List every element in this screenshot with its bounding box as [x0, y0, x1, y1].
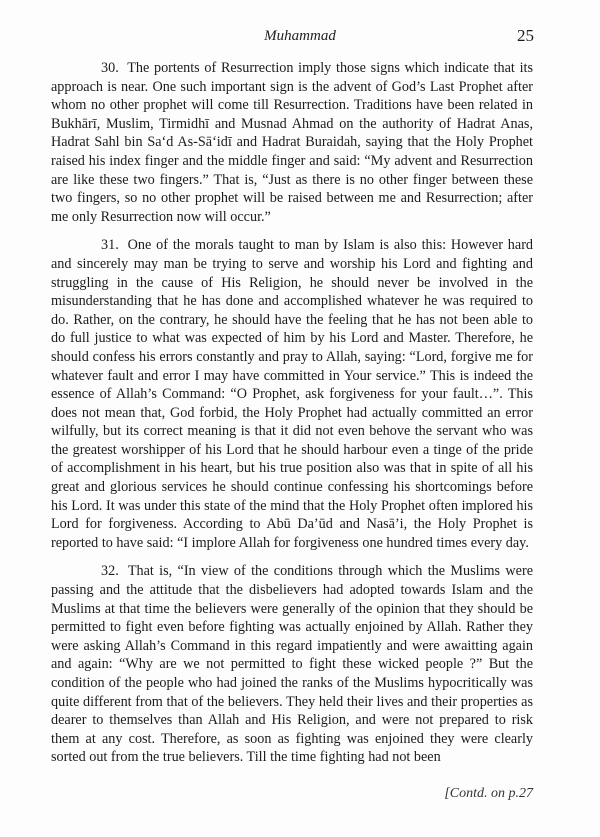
body-text [51, 59, 533, 777]
running-head [0, 26, 600, 50]
paragraph-number: 31. [101, 237, 119, 254]
paragraph-text: The portents of Resurrection imply those signs which indicate that its approach is near. One such important sign is the advent of God’s Last Prophet after whom no other prophet will come till Resurrection. Traditions have been related in Bukhārī, Muslim, Tirmidhī and Musnad Ahmad on the authority of Hadrat Anas, Hadrat Sahl bin Sa‘d As-Sā‘idī and Hadrat Buraidah, saying that the Holy Prophet raised his index finger and the middle finger and said: “My advent and Resurrection are like these two fingers.” That is, “Just as there is no other finger between these two fingers, so no other prophet will be raised between me and Resurrection; after me only Resurrection now will occur.” [51, 60, 533, 225]
paragraph-text: One of the morals taught to man by Islam is also this: However hard and sincerely may man be trying to serve and worship his Lord and fighting and struggling in the cause of His Religion, he should never be involved in the misunderstanding that he has done and accomplished whatever he was required to do. Rather, on the contrary, he should have the feeling that he has not been able to do full justice to what was expected of him by his Lord and Master. Therefore, he should confess his errors constantly and pray to Allah, saying: “Lord, forgive me for whatever fault and error I may have committed in Your service.” This is indeed the essence of Allah’s Command: “O Prophet, ask forgiveness for your fault…”. This does not mean that, God forbid, the Holy Prophet had actually committed an error wilfully, but its correct meaning is that it did not even behove the servant who was the greatest worshipper of his Lord that he should harbour even a tinge of the pride of accomplishment in his heart, but his true position also was that in spite of all his great and glorious services he should continue confessing his shortcomings before his Lord. It was under this state of the mind that the Holy Prophet often implored his Lord for forgiveness. According to Abū Da’ūd and Nasā’i, the Holy Prophet is reported to have said: “I implore Allah for forgiveness one hundred times every day. [51, 237, 534, 551]
paragraph-number: 30. [101, 60, 119, 76]
paragraph-text: That is, “In view of the conditions through which the Muslims were passing and the attitude that the disbelievers had adopted towards Islam and the Muslims at that time the believers were generally of the opinion that they should be permitted to fight even before fighting was actually enjoined by Allah. Rather they were asking Allah’s Command in this regard impatiently and were awaitting again and again: “Why are we not permitted to fight these wicked people ?” But the condition of the people who had joined the ranks of the Muslims hypocritically was quite different from that of the believers. They held their lives and their properties as dearer to themselves than Allah and His Religion, and were not prepared to risk them at any cost. Therefore, as soon as fighting was enjoined they were clearly sorted out from the true believers. Till the time fighting had not been [51, 563, 533, 766]
continued-note: [Contd. on p.27 [444, 786, 533, 801]
paragraph-30 [51, 59, 533, 226]
paragraph-number: 32. [101, 563, 119, 580]
paragraph-32 [51, 562, 533, 767]
running-title: Muhammad [264, 28, 336, 44]
paragraph-31 [51, 236, 533, 552]
page-number: 25 [517, 26, 534, 45]
